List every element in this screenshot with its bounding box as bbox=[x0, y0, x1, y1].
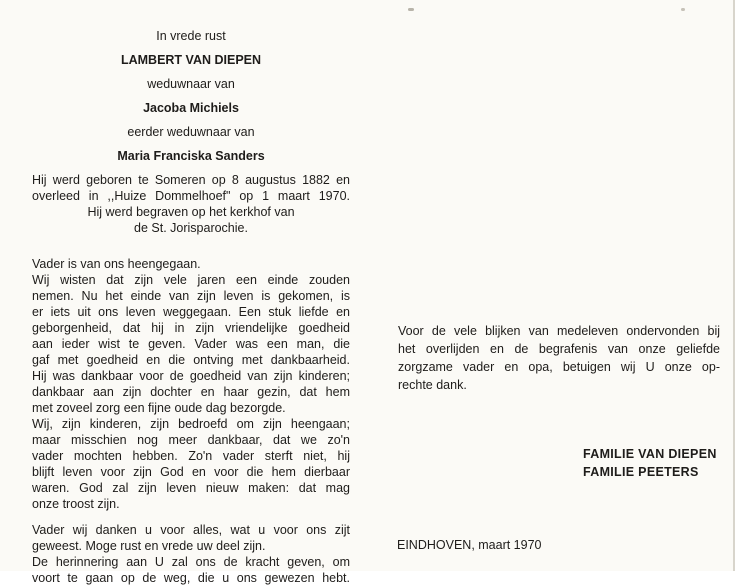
print-speck bbox=[681, 8, 685, 11]
thanks-line: zorgzame vader en opa, betuigen wij U onze op- bbox=[398, 360, 720, 374]
bio-line: Hij werd begraven op het kerkhof van bbox=[87, 205, 295, 219]
poem-line: Hij was dankbaar voor de goedheid van zijn kinderen; bbox=[32, 369, 350, 383]
former-widower-label: eerder weduwnaar van bbox=[127, 125, 255, 139]
poem-line: aan ieder wist te geven. Vader was een man, die bbox=[32, 337, 350, 351]
place-date: EINDHOVEN, maart 1970 bbox=[397, 538, 542, 552]
poem-line: waren. God zal zijn leven nieuw maken: dat mag bbox=[32, 481, 350, 495]
print-speck bbox=[408, 8, 414, 11]
thanks-block bbox=[398, 322, 720, 394]
poem-line: vader mochten hebben. Zo'n vader sterft niet, hij bbox=[32, 449, 350, 463]
wife-name: Jacoba Michiels bbox=[143, 101, 239, 115]
family-name: FAMILIE VAN DIEPEN bbox=[583, 447, 717, 461]
closing-line: voort te gaan op de weg, die u ons gewezen hebt. bbox=[32, 571, 350, 585]
poem-line: gaf met goedheid en die ontving met dankbaarheid. bbox=[32, 353, 350, 367]
poem-line: er iets uit ons leven weggegaan. Een stuk liefde en bbox=[32, 305, 350, 319]
thanks-line: het overlijden en de begrafenis van onze geliefde bbox=[398, 342, 720, 356]
signature-block bbox=[583, 445, 717, 481]
bio-line: de St. Jorisparochie. bbox=[134, 221, 248, 235]
poem-line: blijft leven voor zijn God en voor die hem dierbaar bbox=[32, 465, 350, 479]
closing-line: Vader wij danken u voor alles, wat u voor ons zijt bbox=[32, 523, 350, 537]
heading-block bbox=[32, 28, 350, 164]
thanks-line: Voor de vele blijken van medeleven ondervonden bij bbox=[398, 324, 720, 338]
poem-line: geborgenheid, dat hij in zijn vriendelijke goedheid bbox=[32, 321, 350, 335]
poem-line: maar misschien nog meer dankbaar, dat we zo'n bbox=[32, 433, 350, 447]
left-panel bbox=[32, 28, 350, 586]
intro-text: In vrede rust bbox=[156, 29, 226, 43]
deceased-name: LAMBERT VAN DIEPEN bbox=[120, 53, 262, 67]
closing-line: De herinnering aan U zal ons de kracht geven, om bbox=[32, 555, 350, 569]
thanks-line: rechte dank. bbox=[398, 378, 467, 392]
poem-line: Wij, zijn kinderen, zijn bedroefd om zijn heengaan; bbox=[32, 417, 350, 431]
poem-line: onze troost zijn. bbox=[32, 497, 120, 511]
poem-block bbox=[32, 256, 350, 586]
poem-line: Wij wisten dat zijn vele jaren een einde zouden bbox=[32, 273, 350, 287]
bio-block bbox=[32, 172, 350, 236]
poem-line: met zoveel zorg een fijne oude dag bezorgde. bbox=[32, 401, 286, 415]
poem-line: nemen. Nu het einde van zijn leven is gekomen, is bbox=[32, 289, 350, 303]
bio-line: overleed in ,,Huize Dommelhoef" op 1 maart 1970. bbox=[32, 189, 350, 203]
closing-line: geweest. Moge rust en vrede uw deel zijn. bbox=[32, 539, 266, 553]
poem-line: dankbaar aan zijn dochter en haar gezin, dat hem bbox=[32, 385, 350, 399]
family-name: FAMILIE PEETERS bbox=[583, 465, 699, 479]
first-wife-name: Maria Franciska Sanders bbox=[117, 149, 265, 163]
bio-line: Hij werd geboren te Someren op 8 augustus 1882 en bbox=[32, 173, 350, 187]
poem-line: Vader is van ons heengegaan. bbox=[32, 257, 201, 271]
widower-label: weduwnaar van bbox=[147, 77, 235, 91]
